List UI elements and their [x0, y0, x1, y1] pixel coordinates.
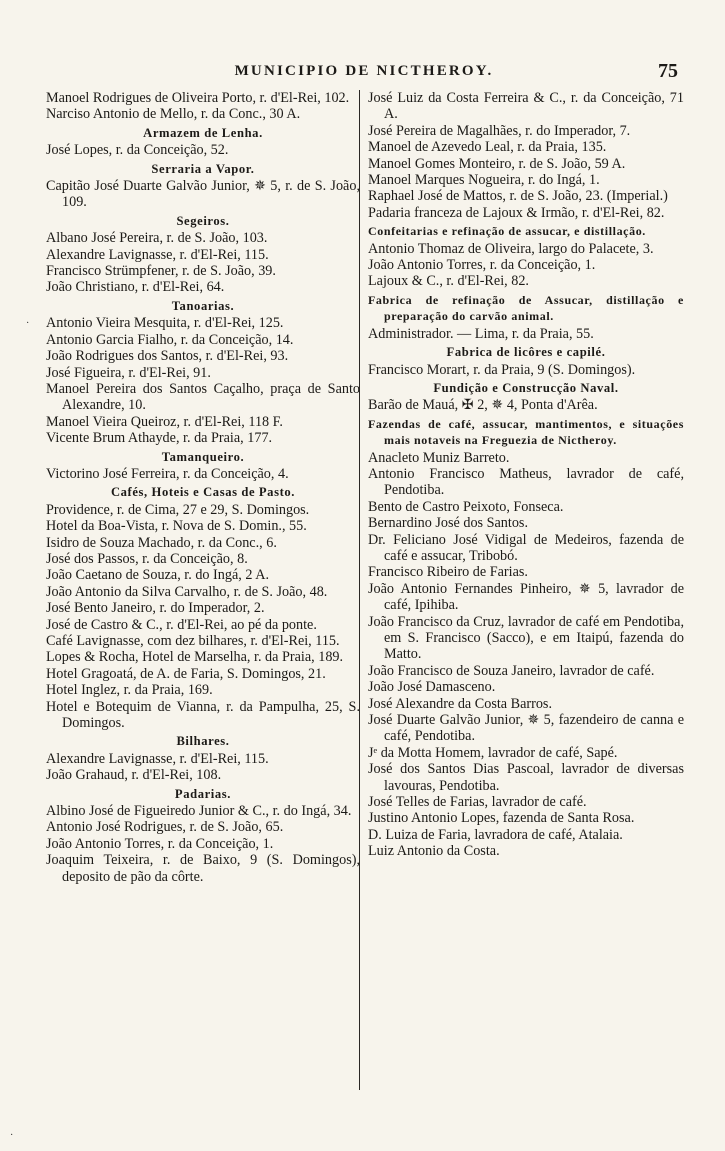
directory-entry: Antonio Vieira Mesquita, r. d'El-Rei, 125. — [46, 315, 284, 332]
directory-entry: Manoel Pereira dos Santos Caçalho, praça de Santo Alexandre, 10. — [46, 380, 360, 414]
directory-entry: Lajoux & C., r. d'El-Rei, 82. — [368, 273, 529, 290]
directory-entry: João José Damasceno. — [368, 679, 496, 696]
section-heading: Fazendas de café, assucar, mantimentos, e situações mais notaveis na Freguezia de Nictheroy. — [368, 416, 684, 448]
directory-entry: Café Lavignasse, com dez bilhares, r. d'El-Rei, 115. — [46, 633, 340, 649]
directory-entry: Albino José de Figueiredo Junior & C., r. do Ingá, 34. — [46, 803, 352, 820]
margin-mark: · — [26, 318, 30, 329]
directory-entry: Jᵉ da Motta Homem, lavrador de café, Sapé. — [368, 744, 618, 761]
section-heading: Serraria a Vapor. — [151, 161, 255, 176]
directory-entry: João Antonio Torres, r. da Conceição, 1. — [46, 835, 274, 852]
section-heading: Armazem de Lenha. — [143, 125, 263, 140]
directory-entry: Hotel da Boa-Vista, r. Nova de S. Domin., 55. — [46, 518, 307, 535]
section-heading: Fundição e Construcção Naval. — [433, 380, 619, 395]
directory-entry: João Antonio Torres, r. da Conceição, 1. — [368, 257, 596, 274]
page-header — [44, 60, 684, 84]
directory-entry: Dr. Feliciano José Vidigal de Medeiros, fazenda de café e assucar, Tribobó. — [368, 531, 684, 564]
directory-entry: Isidro de Souza Machado, r. da Conc., 6. — [46, 534, 277, 551]
directory-entry: Manoel Vieira Queiroz, r. d'El-Rei, 118 F. — [46, 413, 283, 430]
directory-entry: José Luiz da Costa Ferreira & C., r. da Conceição, 71 A. — [368, 90, 684, 123]
directory-entry: José Lopes, r. da Conceição, 52. — [46, 142, 229, 159]
directory-entry: João Francisco de Souza Janeiro, lavrador de café. — [368, 662, 655, 679]
directory-entry: Bento de Castro Peixoto, Fonseca. — [368, 498, 564, 515]
directory-entry: João Rodrigues dos Santos, r. d'El-Rei, 93. — [46, 348, 289, 365]
section-heading: Cafés, Hoteis e Casas de Pasto. — [110, 485, 296, 500]
directory-entry: José Telles de Farias, lavrador de café. — [368, 794, 587, 811]
directory-entry: Antonio Francisco Matheus, lavrador de café, Pendotiba. — [368, 465, 684, 499]
directory-entry: Alexandre Lavignasse, r. d'El-Rei, 115. — [46, 246, 269, 263]
directory-entry: Luiz Antonio da Costa. — [368, 843, 500, 860]
section-heading: Tanoarias. — [171, 298, 235, 313]
directory-entry: Padaria franceza de Lajoux & Irmão, r. d'El-Rei, 82. — [368, 204, 665, 221]
right-column — [368, 90, 684, 860]
directory-entry: José Alexandre da Costa Barros. — [368, 695, 553, 712]
directory-entry: Albano José Pereira, r. de S. João, 103. — [46, 230, 268, 247]
directory-entry: Antonio Thomaz de Oliveira, largo do Palacete, 3. — [368, 240, 654, 257]
directory-entry: Manoel Marques Nogueira, r. do Ingá, 1. — [368, 172, 600, 189]
directory-entry: Hotel Gragoatá, de A. de Faria, S. Domingos, 21. — [46, 665, 326, 682]
directory-entry: João Grahaud, r. d'El-Rei, 108. — [46, 767, 222, 784]
directory-entry: Francisco Strümpfener, r. de S. João, 39. — [46, 263, 276, 280]
directory-entry: José Pereira de Magalhães, r. do Imperador, 7. — [368, 122, 631, 139]
directory-entry: João Antonio da Silva Carvalho, r. de S. João, 48. — [46, 583, 328, 600]
directory-entry: Barão de Mauá, ✠ 2, ✵ 4, Ponta d'Arêa. — [368, 397, 598, 414]
directory-entry: Francisco Ribeiro de Farias. — [368, 564, 528, 581]
directory-entry: José Duarte Galvão Junior, ✵ 5, fazendeiro de canna e café, Pendotiba. — [368, 712, 684, 745]
directory-entry: Narciso Antonio de Mello, r. da Conc., 30 A. — [46, 106, 301, 123]
directory-entry: José dos Santos Dias Pascoal, lavrador de diversas lavouras, Pendotiba. — [368, 761, 684, 794]
section-heading: Padarias. — [174, 786, 232, 801]
directory-entry: Providence, r. de Cima, 27 e 29, S. Domingos. — [46, 501, 310, 518]
directory-entry: João Christiano, r. d'El-Rei, 64. — [46, 279, 225, 296]
directory-entry: Anacleto Muniz Barreto. — [368, 449, 510, 466]
directory-entry: João Antonio Fernandes Pinheiro, ✵ 5, lavrador de café, Ipihiba. — [368, 580, 684, 614]
directory-entry: Bernardino José dos Santos. — [368, 515, 528, 532]
section-heading: Bilhares. — [176, 734, 230, 749]
section-heading: Fabrica de refinação de Assucar, distillação e preparação do carvão animal. — [368, 292, 684, 324]
left-column — [46, 90, 360, 885]
section-heading: Segeiros. — [176, 213, 230, 228]
directory-entry: Joaquim Teixeira, r. de Baixo, 9 (S. Domingos), deposito de pão da côrte. — [46, 852, 360, 885]
directory-entry: José Bento Janeiro, r. do Imperador, 2. — [46, 600, 265, 617]
directory-entry: Antonio José Rodrigues, r. de S. João, 65. — [46, 819, 284, 836]
directory-entry: Manoel de Azevedo Leal, r. da Praia, 135. — [368, 139, 607, 156]
directory-entry: Administrador. — Lima, r. da Praia, 55. — [368, 325, 594, 342]
directory-entry: Hotel Inglez, r. da Praia, 169. — [46, 682, 213, 699]
directory-entry: Raphael José de Mattos, r. de S. João, 23. (Imperial.) — [368, 188, 668, 205]
directory-entry: José Figueira, r. d'El-Rei, 91. — [46, 364, 211, 381]
column-divider — [359, 90, 360, 1090]
directory-entry: Victorino José Ferreira, r. da Conceição, 4. — [46, 465, 289, 482]
section-heading: Confeitarias e refinação de assucar, e distillação. — [368, 224, 646, 239]
directory-entry: José dos Passos, r. da Conceição, 8. — [46, 550, 248, 567]
page-number: 75 — [658, 60, 678, 82]
directory-entry: João Caetano de Souza, r. do Ingá, 2 A. — [46, 567, 270, 584]
directory-entry: Alexandre Lavignasse, r. d'El-Rei, 115. — [46, 750, 269, 767]
directory-entry: Capitão José Duarte Galvão Junior, ✵ 5, r. de S. João, 109. — [46, 178, 360, 211]
directory-entry: Manoel Gomes Monteiro, r. de S. João, 59 A. — [368, 155, 626, 172]
directory-entry: Francisco Morart, r. da Praia, 9 (S. Domingos). — [368, 361, 636, 378]
directory-entry: Vicente Brum Athayde, r. da Praia, 177. — [46, 430, 273, 447]
directory-entry: Justino Antonio Lopes, fazenda de Santa Rosa. — [368, 810, 635, 827]
directory-entry: João Francisco da Cruz, lavrador de café em Pendotiba, em S. Francisco (Sacco), e em Itaipú, fazenda do Matto. — [368, 613, 684, 663]
section-heading: Tamanqueiro. — [161, 449, 245, 464]
directory-entry: Hotel e Botequim de Vianna, r. da Pampulha, 25, S. Domingos. — [46, 698, 360, 732]
directory-entry: Lopes & Rocha, Hotel de Marselha, r. da Praia, 189. — [46, 649, 344, 666]
directory-entry: José de Castro & C., r. d'El-Rei, ao pé da ponte. — [46, 616, 317, 633]
section-heading: Fabrica de licôres e capilé. — [446, 345, 606, 360]
page-title: MUNICIPIO DE NICTHEROY. — [234, 63, 494, 79]
margin-mark: · — [10, 1130, 14, 1141]
directory-entry: Antonio Garcia Fialho, r. da Conceição, 14. — [46, 331, 294, 348]
directory-entry: D. Luiza de Faria, lavradora de café, Atalaia. — [368, 826, 623, 843]
directory-entry: Manoel Rodrigues de Oliveira Porto, r. d'El-Rei, 102. — [46, 90, 350, 106]
